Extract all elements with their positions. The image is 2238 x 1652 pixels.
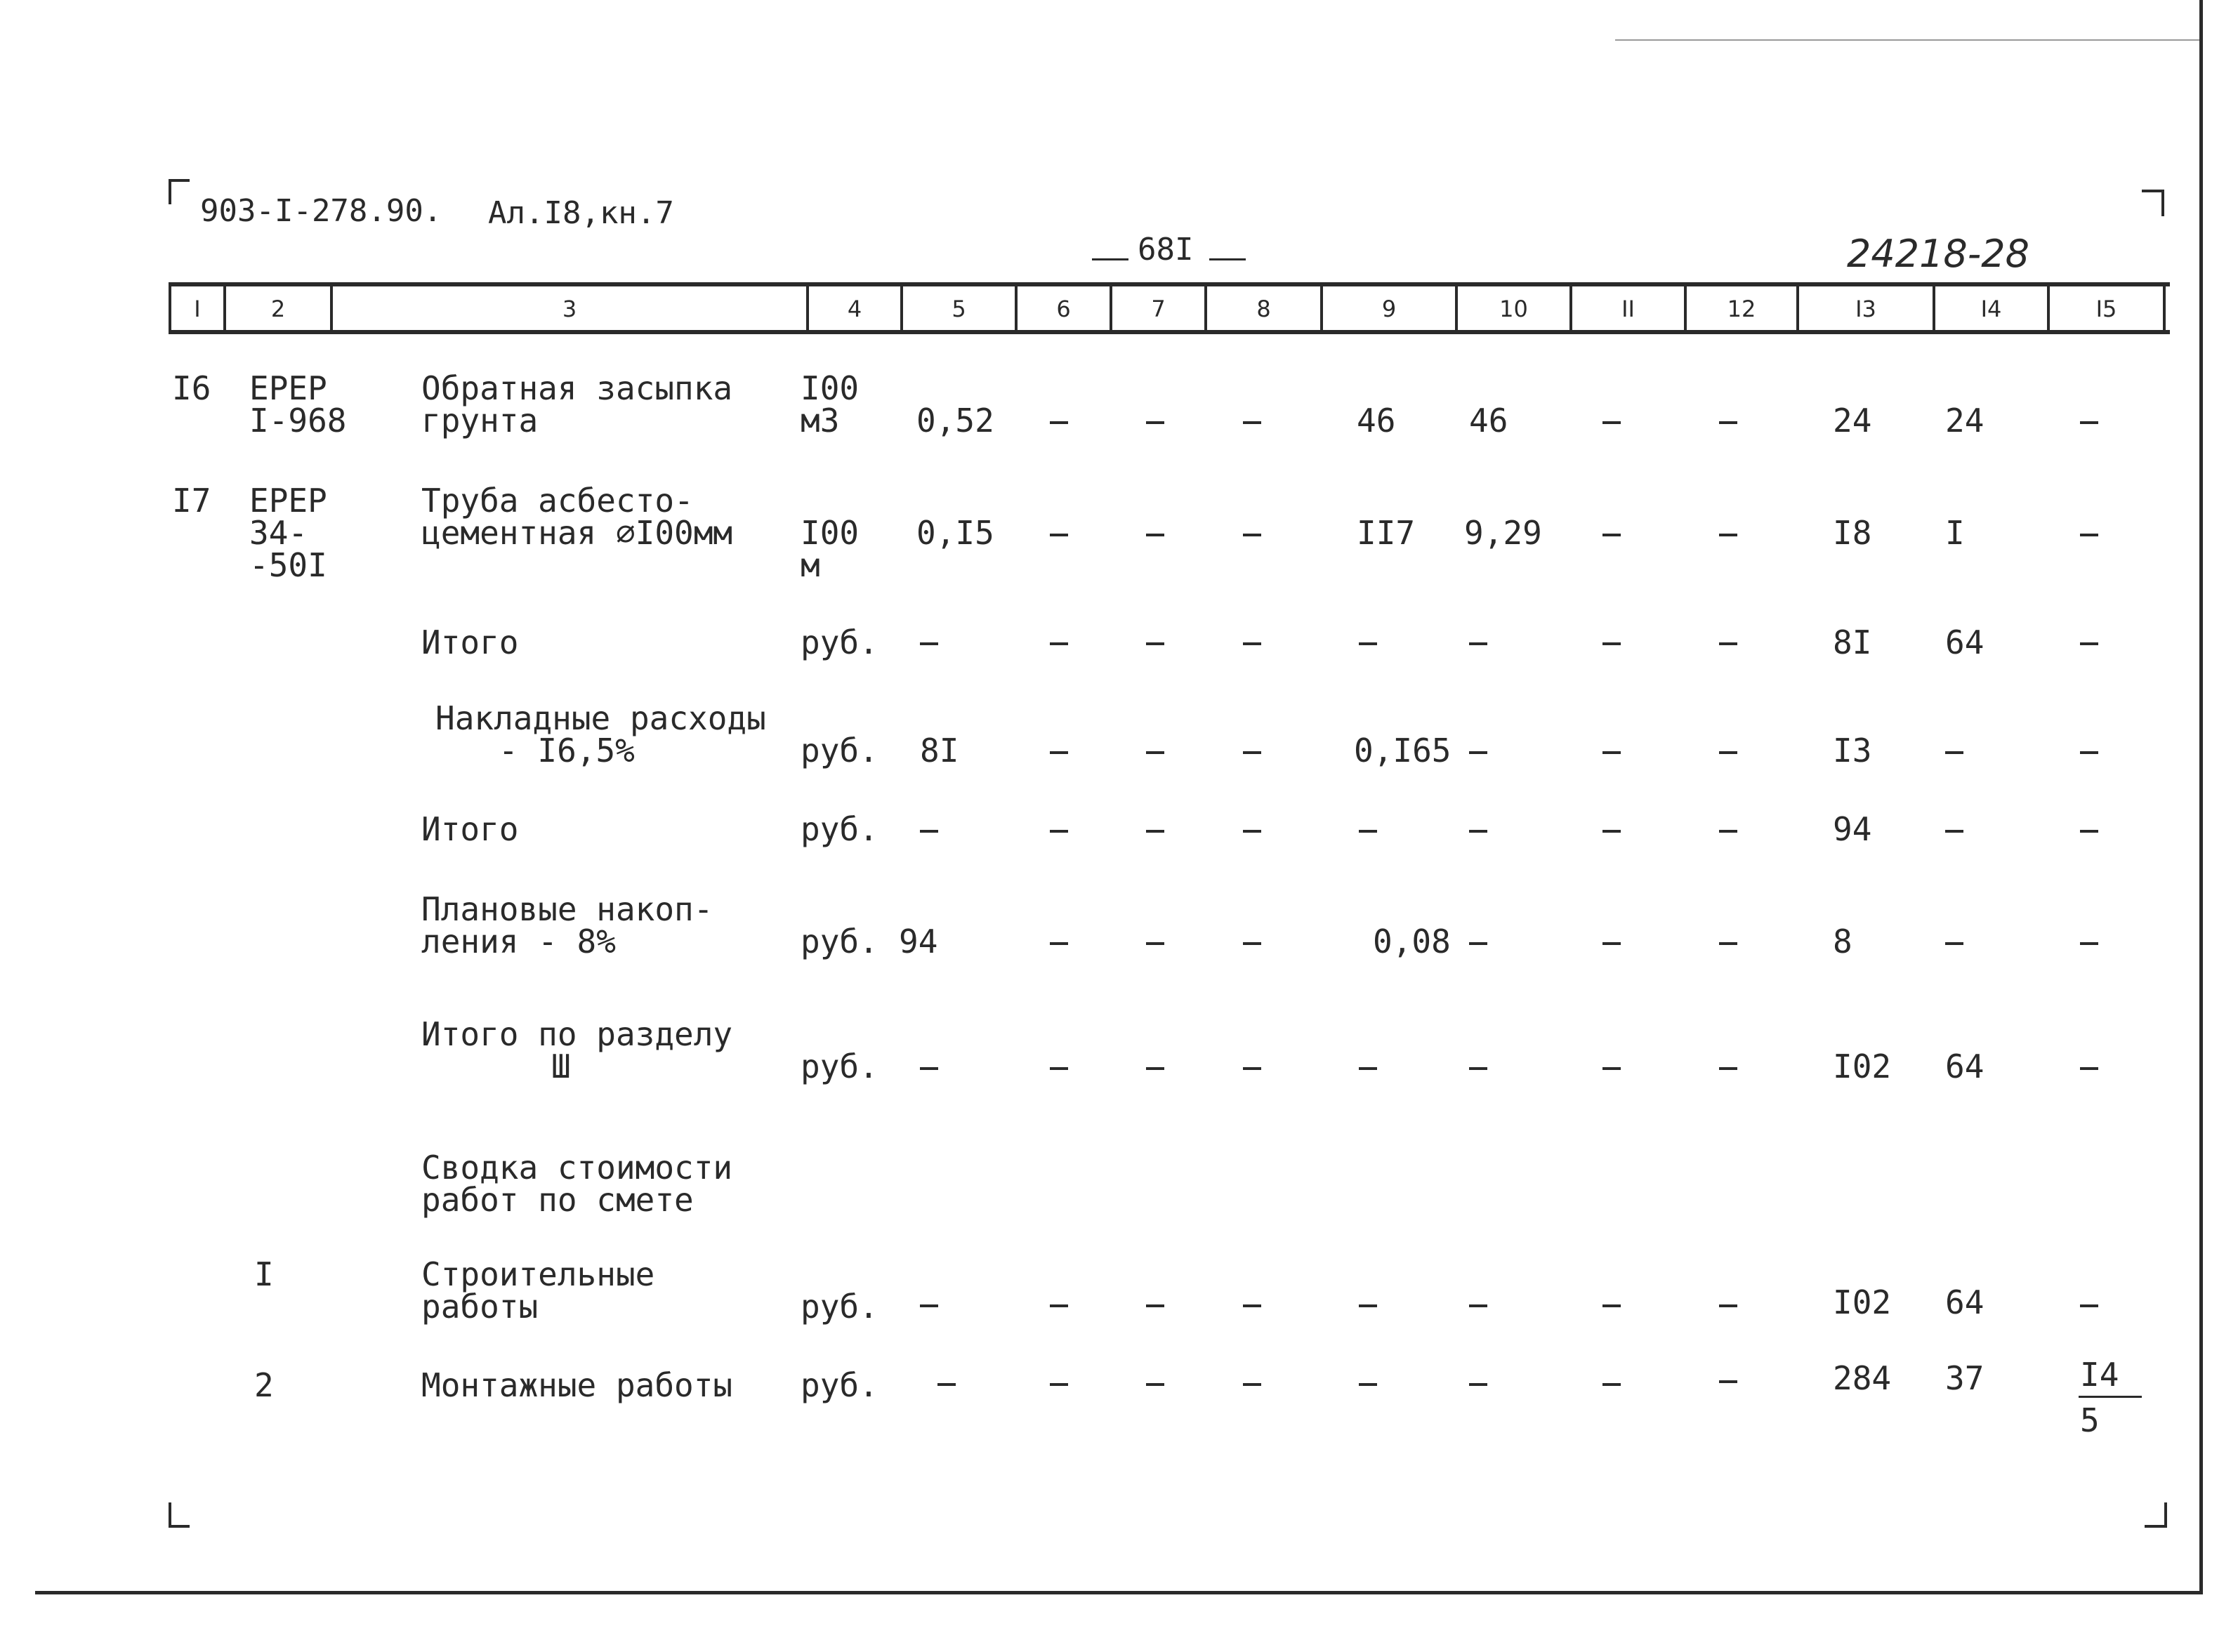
- row-name-line1: Монтажные работы: [421, 1366, 733, 1404]
- row-dash: [1243, 642, 1261, 645]
- row-dash: [1602, 1304, 1621, 1307]
- section-heading-line2: работ по смете: [421, 1181, 694, 1219]
- row-unit-line2: м: [801, 546, 820, 584]
- corner-mark-top-right-h: [2142, 190, 2163, 192]
- row-dash: [1719, 1380, 1737, 1383]
- column-header-11: II: [1621, 296, 1635, 322]
- page-border-right: [2199, 0, 2203, 1594]
- row-dash: [2080, 1067, 2098, 1070]
- page-number-rule-right: [1209, 258, 1246, 260]
- row-name-line2: Ш: [551, 1048, 571, 1085]
- row-dash: [2080, 1304, 2098, 1307]
- row-dash: [2080, 642, 2098, 645]
- column-header-6: 6: [1056, 296, 1071, 322]
- header-sep-15: [2163, 285, 2166, 333]
- row-dash: [1719, 751, 1737, 754]
- row-cell-13: I8: [1833, 514, 1872, 552]
- row-cell-13: 94: [1833, 810, 1872, 848]
- row-dash: [1602, 942, 1621, 945]
- row-dash: [1050, 751, 1068, 754]
- corner-mark-top-left: [169, 179, 171, 204]
- row-cell-13: 284: [1833, 1359, 1892, 1397]
- row-dash: [1602, 421, 1621, 424]
- row-dash: [1243, 421, 1261, 424]
- row-name-line2: - I6,5%: [499, 732, 635, 769]
- row-dash: [1602, 1383, 1621, 1386]
- row-dash: [1243, 534, 1261, 536]
- row-dash: [920, 642, 938, 645]
- row-unit-line2: м3: [801, 402, 840, 440]
- row-dash: [1602, 1067, 1621, 1070]
- row-cell-14: 24: [1945, 402, 1984, 440]
- row-code-line1: 2: [254, 1366, 274, 1404]
- row-dash: [920, 1304, 938, 1307]
- row-cell-9: 0,08: [1373, 923, 1451, 960]
- row-dash: [1050, 534, 1068, 536]
- row-cell-13: I02: [1833, 1048, 1892, 1085]
- table-header-bottom-border: [169, 330, 2170, 334]
- page-number-rule-left: [1092, 258, 1128, 260]
- row-dash: [1469, 751, 1487, 754]
- row-dash: [1469, 1304, 1487, 1307]
- row-name-line1: Итого: [421, 810, 519, 848]
- row-dash: [1719, 1067, 1737, 1070]
- column-header-12: 12: [1727, 296, 1756, 322]
- row-cell-13: 8I: [1833, 623, 1872, 661]
- row-name-line1: Итого: [421, 623, 519, 661]
- row-dash: [1602, 534, 1621, 536]
- row-dash: [1469, 1383, 1487, 1386]
- row-name-line2: цементная ∅I00мм: [421, 514, 733, 552]
- fraction-bar: [2079, 1396, 2142, 1398]
- row-cell-14: 64: [1945, 1283, 1984, 1321]
- row-dash: [920, 830, 938, 833]
- row-dash: [1243, 942, 1261, 945]
- row-name-line2: ления - 8%: [421, 923, 616, 960]
- row-cell-13: I3: [1833, 732, 1872, 769]
- row-dash: [1719, 534, 1737, 536]
- column-header-8: 8: [1256, 296, 1271, 322]
- row-cell-13: I02: [1833, 1283, 1892, 1321]
- column-header-2: 2: [270, 296, 286, 322]
- section-heading-line1: Сводка стоимости: [421, 1149, 733, 1187]
- row-name-line1: Итого по разделу: [421, 1015, 733, 1053]
- row-dash: [1050, 1383, 1068, 1386]
- handwritten-reference: 24218-28: [1847, 232, 2029, 276]
- row-dash: [1719, 421, 1737, 424]
- row-dash: [1243, 830, 1261, 833]
- row-cell-9: 0,I65: [1354, 732, 1452, 769]
- row-cell-10: 9,29: [1464, 514, 1542, 552]
- row-code-line3: -50I: [249, 546, 327, 584]
- row-cell-9: II7: [1357, 514, 1416, 552]
- row-dash: [1469, 642, 1487, 645]
- row-dash: [1243, 1383, 1261, 1386]
- row-dash: [1243, 751, 1261, 754]
- row-dash: [1243, 1304, 1261, 1307]
- row-dash: [1945, 830, 1963, 833]
- row-dash: [920, 1067, 938, 1070]
- row-dash: [1602, 751, 1621, 754]
- row-dash: [1359, 1067, 1377, 1070]
- row-unit-line1: руб.: [801, 810, 878, 848]
- row-dash: [937, 1383, 956, 1386]
- row-cell-13: 8: [1833, 923, 1852, 960]
- row-cell-14: 64: [1945, 623, 1984, 661]
- table-header-top-border: [169, 282, 2170, 286]
- row-dash: [1050, 642, 1068, 645]
- row-cell-10: 46: [1469, 402, 1508, 440]
- row-dash: [1243, 1067, 1261, 1070]
- row-dash: [2080, 421, 2098, 424]
- row-dash: [1146, 1304, 1164, 1307]
- row-dash: [1146, 642, 1164, 645]
- column-header-5: 5: [952, 296, 966, 322]
- row-unit-line1: I00: [801, 369, 860, 407]
- row-dash: [1602, 642, 1621, 645]
- row-code-line2: I-968: [249, 402, 347, 440]
- row-dash: [1050, 830, 1068, 833]
- corner-mark-bottom-left-h: [169, 1525, 190, 1528]
- row-dash: [1945, 751, 1963, 754]
- row-dash: [1602, 830, 1621, 833]
- row-unit-line1: руб.: [801, 732, 878, 769]
- column-header-10: 10: [1499, 296, 1528, 322]
- row-name-line2: работы: [421, 1288, 539, 1326]
- row-dash: [1719, 1304, 1737, 1307]
- row-unit-line1: руб.: [801, 1366, 878, 1404]
- row-cell-5: 0,52: [916, 402, 994, 440]
- column-header-15: I5: [2095, 296, 2117, 322]
- row-cell-5: 0,I5: [916, 514, 994, 552]
- row-dash: [2080, 830, 2098, 833]
- row-dash: [1050, 1304, 1068, 1307]
- page-border-top-right: [1615, 39, 2199, 41]
- row-number: I6: [172, 369, 211, 407]
- column-header-13: I3: [1855, 296, 1876, 322]
- column-header-14: I4: [1980, 296, 2002, 322]
- row-dash: [1146, 751, 1164, 754]
- row-number: I7: [172, 482, 211, 520]
- row-dash: [1050, 942, 1068, 945]
- column-header-1: I: [194, 296, 201, 322]
- row-dash: [1050, 421, 1068, 424]
- row-name-line1: Накладные расходы: [435, 699, 766, 737]
- page-border-bottom: [35, 1591, 2203, 1594]
- row-dash: [1146, 1067, 1164, 1070]
- row-dash: [1359, 830, 1377, 833]
- column-header-9: 9: [1381, 296, 1397, 322]
- row-name-line1: Плановые накоп-: [421, 890, 713, 928]
- row-cell-14: 64: [1945, 1048, 1984, 1085]
- row-dash: [1469, 830, 1487, 833]
- row-code-line1: I: [254, 1255, 274, 1293]
- row-dash: [1050, 1067, 1068, 1070]
- row-dash: [1719, 642, 1737, 645]
- row-dash: [1146, 1383, 1164, 1386]
- row-dash: [1359, 642, 1377, 645]
- row-dash: [2080, 751, 2098, 754]
- column-header-7: 7: [1151, 296, 1166, 322]
- row-name-line1: Труба асбесто-: [421, 482, 694, 520]
- corner-mark-bottom-right-h: [2145, 1525, 2166, 1528]
- row-cell-14: I: [1945, 514, 1965, 552]
- row-dash: [2080, 534, 2098, 536]
- page-number: 68I: [1138, 232, 1194, 267]
- album-reference: Ал.I8,кн.7: [488, 195, 674, 231]
- row-name-line1: Строительные: [421, 1255, 655, 1293]
- row-dash: [1469, 1067, 1487, 1070]
- row-dash: [2080, 942, 2098, 945]
- column-header-3: 3: [562, 296, 577, 322]
- row-cell-15-top: I4: [2080, 1356, 2119, 1394]
- row-cell-5: 94: [899, 923, 938, 960]
- row-dash: [1469, 942, 1487, 945]
- row-dash: [1146, 421, 1164, 424]
- row-name-line1: Обратная засыпка: [421, 369, 733, 407]
- row-code-line1: ЕРЕР: [249, 369, 327, 407]
- row-cell-14: 37: [1945, 1359, 1984, 1397]
- row-cell-5: 8I: [920, 732, 959, 769]
- column-header-4: 4: [847, 296, 862, 322]
- document-code: 903-I-278.90.: [200, 193, 442, 229]
- row-dash: [1359, 1383, 1377, 1386]
- row-dash: [1146, 534, 1164, 536]
- row-dash: [1146, 942, 1164, 945]
- corner-mark-top-right: [2161, 190, 2164, 216]
- row-dash: [1359, 1304, 1377, 1307]
- corner-mark-bottom-right: [2164, 1502, 2167, 1528]
- row-cell-15-bottom: 5: [2080, 1401, 2100, 1439]
- row-unit-line1: руб.: [801, 1288, 878, 1326]
- row-unit-line1: руб.: [801, 1048, 878, 1085]
- row-code-line1: ЕРЕР: [249, 482, 327, 520]
- row-unit-line1: I00: [801, 514, 860, 552]
- corner-mark-top-left-h: [169, 179, 190, 182]
- row-dash: [1146, 830, 1164, 833]
- row-unit-line1: руб.: [801, 923, 878, 960]
- row-name-line2: грунта: [421, 402, 539, 440]
- row-dash: [1945, 942, 1963, 945]
- row-cell-13: 24: [1833, 402, 1872, 440]
- corner-mark-bottom-left: [169, 1502, 171, 1528]
- row-unit-line1: руб.: [801, 623, 878, 661]
- row-dash: [1719, 830, 1737, 833]
- row-dash: [1719, 942, 1737, 945]
- row-cell-9: 46: [1357, 402, 1396, 440]
- row-code-line2: 34-: [249, 514, 308, 552]
